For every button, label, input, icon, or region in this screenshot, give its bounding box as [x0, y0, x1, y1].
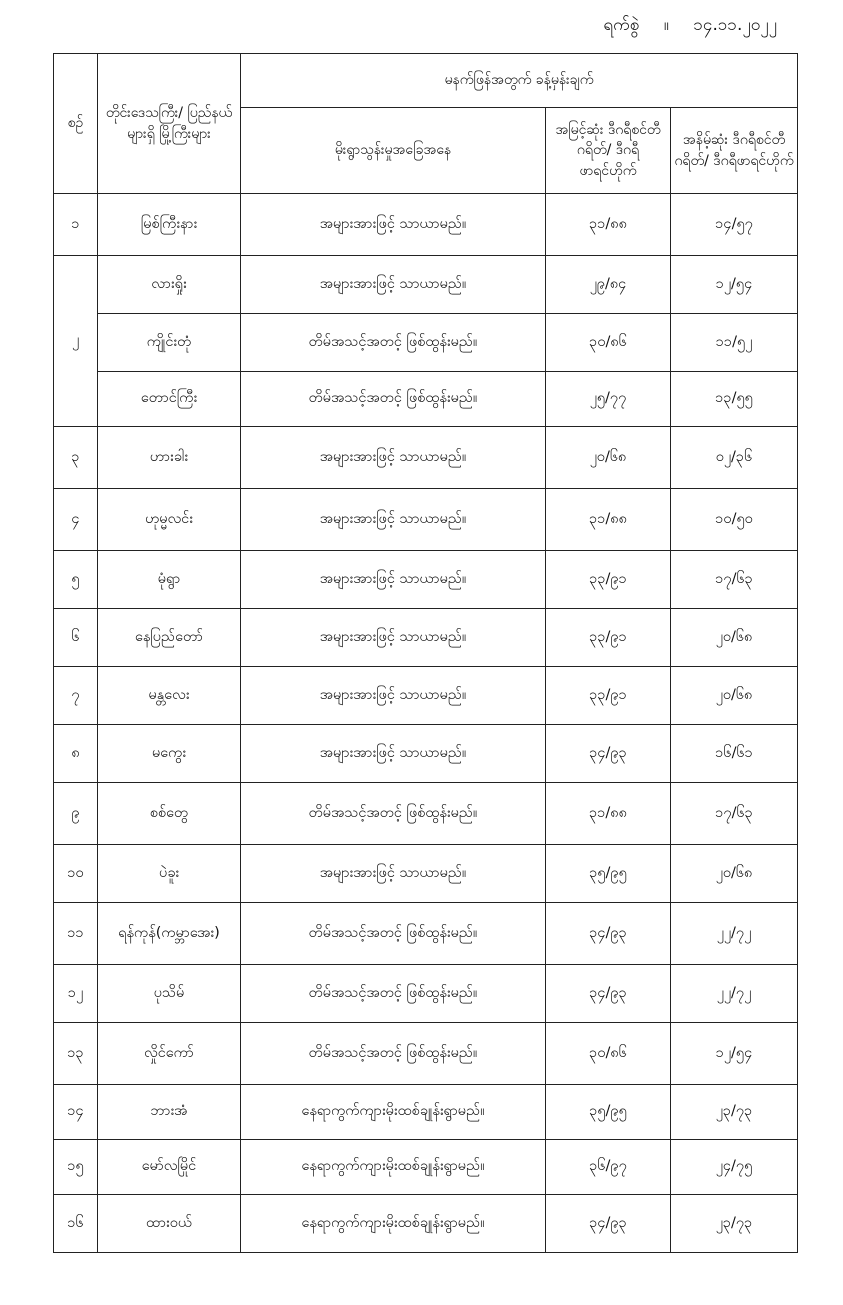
table-row: [54, 551, 798, 609]
weather-condition: အများအားဖြင့် သာယာမည်။: [241, 725, 546, 783]
max-temp: ၃၄/၉၃: [546, 965, 671, 1023]
city-name: ပဲခူး: [98, 845, 241, 903]
min-temp: ၁၄/၅၇: [671, 194, 798, 256]
header-weather: မိုးရွာသွန်းမှုအခြေအနေ: [241, 108, 546, 194]
row-number: ၂: [54, 256, 98, 427]
weather-condition: အများအားဖြင့် သာယာမည်။: [241, 551, 546, 609]
date-separator: ။: [663, 15, 669, 35]
max-temp: ၃၁/၈၈: [546, 489, 671, 551]
weather-condition: အများအားဖြင့် သာယာမည်။: [241, 256, 546, 314]
min-temp: ၂၂/၇၂: [671, 965, 798, 1023]
table-row: [54, 489, 798, 551]
min-temp: ၁၇/၆၃: [671, 783, 798, 845]
row-number: ၆: [54, 609, 98, 667]
weather-condition: တိမ်အသင့်အတင့် ဖြစ်ထွန်းမည်။: [241, 783, 546, 845]
max-temp: ၃၅/၉၅: [546, 1085, 671, 1140]
min-temp: ၁၂/၅၄: [671, 1023, 798, 1085]
min-temp: ၂၀/၆၈: [671, 845, 798, 903]
table-row: [54, 1195, 798, 1253]
table-row: [54, 427, 798, 489]
city-name: မုံရွာ: [98, 551, 241, 609]
row-number: ၉: [54, 783, 98, 845]
forecast-table: [53, 53, 798, 1253]
city-name: ဟားခါး: [98, 427, 241, 489]
row-number: ၁၆: [54, 1195, 98, 1253]
weather-condition: တိမ်အသင့်အတင့် ဖြစ်ထွန်းမည်။: [241, 1023, 546, 1085]
date-label: ရက်စွဲ: [603, 15, 640, 35]
min-temp: ၂၄/၇၅: [671, 1140, 798, 1195]
city-name: ဘားအံ: [98, 1085, 241, 1140]
max-temp: ၃၃/၉၁: [546, 667, 671, 725]
header-region: တိုင်းဒေသကြီး/ ပြည်နယ်များရှိ မြို့ကြီးများ: [98, 54, 241, 194]
table-row: [54, 314, 798, 372]
city-name: မန္တလေး: [98, 667, 241, 725]
weather-condition: အများအားဖြင့် သာယာမည်။: [241, 609, 546, 667]
max-temp: ၂၉/၈၄: [546, 256, 671, 314]
header-max-temp: အမြင့်ဆုံး ဒီဂရီစင်တီဂရိတ်/ ဒီဂရီဖာရင်ဟိုက်: [546, 108, 671, 194]
city-name: နေပြည်တော်: [98, 609, 241, 667]
table-row: [54, 609, 798, 667]
header-no: စဉ်: [54, 54, 98, 194]
min-temp: ၂၃/၇၃: [671, 1085, 798, 1140]
max-temp: ၃၁/၈၈: [546, 194, 671, 256]
city-name: မြစ်ကြီးနား: [98, 194, 241, 256]
city-name: စစ်တွေ: [98, 783, 241, 845]
max-temp: ၃၁/၈၈: [546, 783, 671, 845]
table-row: [54, 965, 798, 1023]
city-name: လားရှိုး: [98, 256, 241, 314]
min-temp: ၁၁/၅၂: [671, 314, 798, 372]
city-name: ကျိုင်းတုံ: [98, 314, 241, 372]
weather-condition: အများအားဖြင့် သာယာမည်။: [241, 427, 546, 489]
row-number: ၅: [54, 551, 98, 609]
min-temp: ၁၂/၅၄: [671, 256, 798, 314]
table-row: [54, 256, 798, 314]
row-number: ၁၅: [54, 1140, 98, 1195]
table-row: [54, 667, 798, 725]
max-temp: ၃၅/၉၅: [546, 845, 671, 903]
weather-condition: နေရာကွက်ကျားမိုးထစ်ချုန်းရွာမည်။: [241, 1195, 546, 1253]
max-temp: ၂၀/၆၈: [546, 427, 671, 489]
row-number: ၁၂: [54, 965, 98, 1023]
row-number: ၇: [54, 667, 98, 725]
max-temp: ၃၄/၉၃: [546, 1195, 671, 1253]
weather-condition: တိမ်အသင့်အတင့် ဖြစ်ထွန်းမည်။: [241, 903, 546, 965]
row-number: ၃: [54, 427, 98, 489]
weather-condition: နေရာကွက်ကျားမိုးထစ်ချုန်းရွာမည်။: [241, 1085, 546, 1140]
table-row: [54, 194, 798, 256]
city-name: မကွေး: [98, 725, 241, 783]
max-temp: ၃၄/၉၃: [546, 903, 671, 965]
weather-condition: အများအားဖြင့် သာယာမည်။: [241, 194, 546, 256]
max-temp: ၃၄/၉၃: [546, 725, 671, 783]
min-temp: ၁၆/၆၁: [671, 725, 798, 783]
city-name: ပုသိမ်: [98, 965, 241, 1023]
weather-condition: အများအားဖြင့် သာယာမည်။: [241, 667, 546, 725]
max-temp: ၂၅/၇၇: [546, 372, 671, 427]
weather-condition: တိမ်အသင့်အတင့် ဖြစ်ထွန်းမည်။: [241, 314, 546, 372]
city-name: မော်လမြိုင်: [98, 1140, 241, 1195]
row-number: ၁၁: [54, 903, 98, 965]
table-row: [54, 1085, 798, 1140]
weather-condition: အများအားဖြင့် သာယာမည်။: [241, 845, 546, 903]
min-temp: ၂၀/၆၈: [671, 609, 798, 667]
min-temp: ၀၂/၃၆: [671, 427, 798, 489]
row-number: ၁၄: [54, 1085, 98, 1140]
city-name: တောင်ကြီး: [98, 372, 241, 427]
row-number: ၁: [54, 194, 98, 256]
min-temp: ၁၃/၅၅: [671, 372, 798, 427]
city-name: ဟုမ္မလင်း: [98, 489, 241, 551]
min-temp: ၁၀/၅၀: [671, 489, 798, 551]
table-body: [54, 194, 798, 1253]
city-name: ထားဝယ်: [98, 1195, 241, 1253]
table-row: [54, 845, 798, 903]
max-temp: ၃၃/၉၁: [546, 609, 671, 667]
table-row: [54, 783, 798, 845]
row-number: ၁၀: [54, 845, 98, 903]
city-name: ရန်ကုန်(ကမ္ဘာအေး): [98, 903, 241, 965]
max-temp: ၃၆/၉၇: [546, 1140, 671, 1195]
row-number: ၁၃: [54, 1023, 98, 1085]
table-row: [54, 1023, 798, 1085]
row-number: ၄: [54, 489, 98, 551]
max-temp: ၃၀/၈၆: [546, 314, 671, 372]
weather-condition: နေရာကွက်ကျားမိုးထစ်ချုန်းရွာမည်။: [241, 1140, 546, 1195]
table-header: [54, 54, 798, 194]
table-row: [54, 903, 798, 965]
date-line: [603, 14, 777, 39]
table-row: [54, 1140, 798, 1195]
header-forecast-group: မနက်ဖြန်အတွက် ခန့်မှန်းချက်: [241, 54, 798, 108]
table-row: [54, 725, 798, 783]
city-name: လှိုင်ကော်: [98, 1023, 241, 1085]
min-temp: ၂၂/၇၂: [671, 903, 798, 965]
max-temp: ၃၀/၈၆: [546, 1023, 671, 1085]
header-min-temp: အနိမ့်ဆုံး ဒီဂရီစင်တီဂရိတ်/ ဒီဂရီဖာရင်ဟိုက်: [671, 108, 798, 194]
table-row: [54, 372, 798, 427]
date-value: ၁၄.၁၁.၂၀၂၂: [693, 15, 777, 35]
min-temp: ၂၀/၆၈: [671, 667, 798, 725]
max-temp: ၃၃/၉၁: [546, 551, 671, 609]
min-temp: ၂၃/၇၃: [671, 1195, 798, 1253]
weather-condition: တိမ်အသင့်အတင့် ဖြစ်ထွန်းမည်။: [241, 965, 546, 1023]
min-temp: ၁၇/၆၃: [671, 551, 798, 609]
weather-condition: အများအားဖြင့် သာယာမည်။: [241, 489, 546, 551]
row-number: ၈: [54, 725, 98, 783]
weather-condition: တိမ်အသင့်အတင့် ဖြစ်ထွန်းမည်။: [241, 372, 546, 427]
